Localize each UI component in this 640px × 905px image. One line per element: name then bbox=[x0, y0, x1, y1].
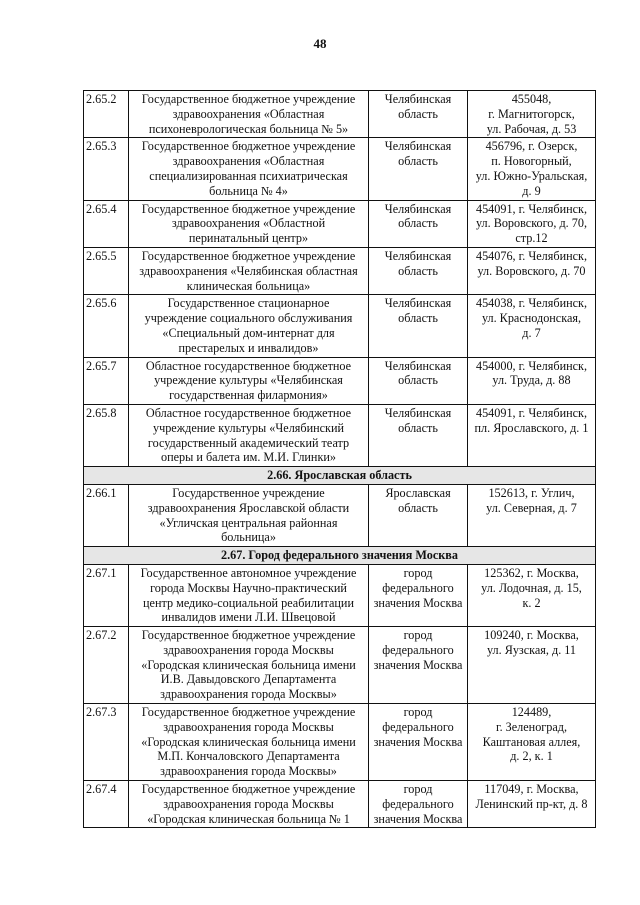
postal-address bbox=[468, 484, 596, 546]
institution-name-line: инвалидов имени Л.И. Швецовой bbox=[161, 610, 336, 625]
table-row bbox=[84, 138, 596, 200]
postal-address-line: 454091, г. Челябинск, bbox=[475, 405, 587, 420]
postal-address bbox=[468, 247, 596, 294]
institution-name-line: Государственное бюджетное учреждение bbox=[141, 248, 356, 263]
region-name-line: Челябинская bbox=[384, 201, 452, 216]
entry-number: 2.65.5 bbox=[84, 247, 129, 294]
region-name bbox=[369, 247, 468, 294]
page-number: 48 bbox=[313, 36, 327, 51]
postal-address-line: 109240, г. Москва, bbox=[484, 628, 579, 643]
institution-name bbox=[129, 138, 369, 200]
postal-address bbox=[468, 357, 596, 404]
region-name-line: область bbox=[398, 420, 438, 435]
institution-name-line: здравоохранения города Москвы bbox=[163, 796, 334, 811]
postal-address bbox=[468, 200, 596, 247]
table-row bbox=[84, 91, 596, 138]
institution-name-line: престарелых и инвалидов» bbox=[178, 340, 319, 355]
postal-address bbox=[468, 781, 596, 828]
institution-name-line: здравоохранения города Москвы» bbox=[160, 687, 337, 702]
table-row bbox=[84, 200, 596, 247]
institution-name-line: «Городская клиническая больница имени bbox=[141, 657, 356, 672]
region-name bbox=[369, 91, 468, 138]
section-header-row bbox=[84, 547, 596, 565]
postal-address bbox=[468, 704, 596, 781]
region-name-line: Челябинская bbox=[384, 405, 452, 420]
region-name bbox=[369, 200, 468, 247]
region-name-line: город bbox=[403, 705, 433, 720]
region-name-line: Челябинская bbox=[384, 358, 452, 373]
table-row bbox=[84, 704, 596, 781]
institution-name-line: клиническая больница» bbox=[186, 278, 311, 293]
postal-address-line: д. 9 bbox=[522, 183, 541, 198]
institution-name bbox=[129, 781, 369, 828]
institution-name-line: «Городская клиническая больница имени bbox=[141, 734, 356, 749]
postal-address-line: пл. Ярославского, д. 1 bbox=[474, 420, 589, 435]
postal-address bbox=[468, 91, 596, 138]
postal-address-line: ул. Лодочная, д. 15, bbox=[481, 580, 582, 595]
institution-name-line: учреждение социального обслуживания bbox=[144, 311, 353, 326]
region-name-line: область bbox=[398, 373, 438, 388]
postal-address-line: Каштановая аллея, bbox=[482, 734, 581, 749]
table-row bbox=[84, 295, 596, 357]
institution-name-line: Государственное бюджетное учреждение bbox=[141, 705, 356, 720]
institutions-table bbox=[83, 90, 596, 828]
postal-address-line: ул. Воровского, д. 70, bbox=[475, 216, 588, 231]
entry-number: 2.65.3 bbox=[84, 138, 129, 200]
table-row bbox=[84, 247, 596, 294]
institution-name-line: учреждение культуры «Челябинская bbox=[154, 373, 343, 388]
institution-name-line: здравоохранения «Областной bbox=[171, 216, 326, 231]
institution-name bbox=[129, 200, 369, 247]
region-name-line: значения Москва bbox=[373, 595, 463, 610]
postal-address-line: Ленинский пр-кт, д. 8 bbox=[475, 796, 588, 811]
table-row bbox=[84, 564, 596, 626]
table-row bbox=[84, 357, 596, 404]
region-name-line: область bbox=[398, 263, 438, 278]
institution-name-line: психоневрологическая больница № 5» bbox=[148, 121, 349, 136]
entry-number: 2.65.8 bbox=[84, 404, 129, 466]
region-name-line: Челябинская bbox=[384, 92, 452, 106]
section-title: 2.66. Ярославская область bbox=[84, 467, 596, 485]
postal-address-line: 454000, г. Челябинск, bbox=[475, 358, 587, 373]
entry-number: 2.67.4 bbox=[84, 781, 129, 828]
region-name bbox=[369, 295, 468, 357]
table-row bbox=[84, 484, 596, 546]
postal-address-line: 454038, г. Челябинск, bbox=[475, 296, 587, 311]
institution-name-line: Государственное бюджетное учреждение bbox=[141, 782, 356, 797]
postal-address bbox=[468, 295, 596, 357]
institution-name-line: центр медико-социальной реабилитации bbox=[143, 595, 354, 610]
postal-address-line: 152613, г. Углич, bbox=[488, 485, 575, 500]
institution-name-line: Областное государственное бюджетное bbox=[145, 405, 352, 420]
region-name-line: Челябинская bbox=[384, 296, 452, 311]
institution-name-line: «Городская клиническая больница № 1 bbox=[147, 811, 350, 826]
region-name-line: федерального bbox=[382, 719, 454, 734]
institution-name-line: Государственное бюджетное учреждение bbox=[141, 628, 356, 643]
institution-name-line: М.П. Кончаловского Департамента bbox=[157, 749, 340, 764]
institution-name-line: Областное государственное бюджетное bbox=[145, 358, 352, 373]
institution-name-line: здравоохранения «Челябинская областная bbox=[139, 263, 358, 278]
postal-address-line: ул. Яузская, д. 11 bbox=[486, 642, 577, 657]
postal-address-line: 124489, bbox=[511, 705, 552, 720]
entry-number: 2.65.7 bbox=[84, 357, 129, 404]
entry-number: 2.66.1 bbox=[84, 484, 129, 546]
institution-name-line: оперы и балета им. М.И. Глинки» bbox=[161, 450, 336, 465]
institution-name-line: Государственное стационарное bbox=[167, 296, 330, 311]
postal-address bbox=[468, 564, 596, 626]
postal-address-line: ул. Труда, д. 88 bbox=[492, 373, 571, 388]
region-name-line: федерального bbox=[382, 642, 454, 657]
entry-number: 2.65.2 bbox=[84, 91, 129, 138]
institution-name bbox=[129, 247, 369, 294]
postal-address-line: п. Новогорный, bbox=[491, 154, 572, 169]
postal-address-line: г. Зеленоград, bbox=[495, 719, 568, 734]
region-name bbox=[369, 404, 468, 466]
region-name bbox=[369, 138, 468, 200]
table-row bbox=[84, 627, 596, 704]
region-name bbox=[369, 564, 468, 626]
institution-name bbox=[129, 91, 369, 138]
region-name-line: Челябинская bbox=[384, 139, 452, 154]
postal-address bbox=[468, 404, 596, 466]
region-name-line: значения Москва bbox=[373, 734, 463, 749]
region-name bbox=[369, 781, 468, 828]
institution-name-line: больница № 4» bbox=[209, 183, 288, 198]
institution-name-line: учреждение культуры «Челябинский bbox=[152, 420, 345, 435]
table-body bbox=[84, 91, 596, 828]
postal-address-line: 125362, г. Москва, bbox=[484, 565, 579, 580]
institution-name-line: Государственное автономное учреждение bbox=[140, 565, 357, 580]
section-header-row bbox=[84, 467, 596, 485]
institution-name-line: города Москвы Научно-практический bbox=[150, 580, 347, 595]
institution-name bbox=[129, 484, 369, 546]
postal-address-line: стр.12 bbox=[515, 231, 548, 246]
region-name-line: федерального bbox=[382, 580, 454, 595]
institution-name-line: здравоохранения города Москвы bbox=[163, 642, 334, 657]
institution-name bbox=[129, 704, 369, 781]
region-name-line: область bbox=[398, 106, 438, 121]
table-row bbox=[84, 404, 596, 466]
institution-name-line: Государственное бюджетное учреждение bbox=[141, 139, 356, 154]
institution-name-line: государственная филармония» bbox=[169, 388, 328, 403]
postal-address-line: ул. Воровского, д. 70 bbox=[477, 263, 586, 278]
region-name bbox=[369, 357, 468, 404]
postal-address bbox=[468, 138, 596, 200]
institution-name-line: здравоохранения Ярославской области bbox=[147, 500, 350, 515]
institution-name-line: больница» bbox=[221, 530, 276, 545]
postal-address-line: д. 2, к. 1 bbox=[510, 749, 553, 764]
postal-address-line: д. 7 bbox=[522, 325, 541, 340]
institution-name bbox=[129, 357, 369, 404]
region-name-line: город bbox=[403, 565, 433, 580]
postal-address-line: 454091, г. Челябинск, bbox=[475, 201, 587, 216]
institution-name-line: «Угличская центральная районная bbox=[159, 515, 338, 530]
postal-address-line: 454076, г. Челябинск, bbox=[475, 248, 587, 263]
entry-number: 2.65.6 bbox=[84, 295, 129, 357]
postal-address-line: г. Магнитогорск, bbox=[488, 106, 575, 121]
region-name-line: город bbox=[403, 628, 433, 643]
region-name-line: область bbox=[398, 216, 438, 231]
institution-name-line: «Специальный дом-интернат для bbox=[162, 325, 335, 340]
table-row bbox=[84, 781, 596, 828]
postal-address-line: 455048, bbox=[511, 92, 552, 106]
region-name-line: область bbox=[398, 500, 438, 515]
entry-number: 2.65.4 bbox=[84, 200, 129, 247]
institution-name-line: специализированная психиатрическая bbox=[149, 168, 348, 183]
region-name-line: федерального bbox=[382, 796, 454, 811]
region-name-line: Ярославская bbox=[385, 485, 451, 500]
institution-name-line: здравоохранения города Москвы bbox=[163, 719, 334, 734]
region-name-line: область bbox=[398, 154, 438, 169]
postal-address-line: 117049, г. Москва, bbox=[484, 782, 579, 797]
postal-address-line: ул. Краснодонская, bbox=[481, 311, 582, 326]
institution-name bbox=[129, 404, 369, 466]
entry-number: 2.67.2 bbox=[84, 627, 129, 704]
entry-number: 2.67.1 bbox=[84, 564, 129, 626]
region-name-line: значения Москва bbox=[373, 657, 463, 672]
section-title: 2.67. Город федерального значения Москва bbox=[84, 547, 596, 565]
region-name-line: значения Москва bbox=[373, 811, 463, 826]
region-name bbox=[369, 627, 468, 704]
postal-address bbox=[468, 627, 596, 704]
region-name bbox=[369, 484, 468, 546]
institution-name-line: здравоохранения «Областная bbox=[172, 154, 325, 169]
institution-name-line: Государственное учреждение bbox=[172, 485, 325, 500]
region-name-line: область bbox=[398, 311, 438, 326]
postal-address-line: ул. Рабочая, д. 53 bbox=[486, 121, 577, 136]
postal-address-line: ул. Южно-Уральская, bbox=[475, 168, 588, 183]
region-name bbox=[369, 704, 468, 781]
institution-name-line: И.В. Давыдовского Департамента bbox=[160, 672, 337, 687]
region-name-line: город bbox=[403, 782, 433, 797]
postal-address-line: к. 2 bbox=[522, 595, 541, 610]
institution-name bbox=[129, 627, 369, 704]
institution-name-line: Государственное бюджетное учреждение bbox=[141, 201, 356, 216]
region-name-line: Челябинская bbox=[384, 248, 452, 263]
institution-name-line: здравоохранения «Областная bbox=[172, 106, 325, 121]
institution-name-line: государственный академический театр bbox=[147, 435, 350, 450]
institution-name bbox=[129, 295, 369, 357]
institution-name-line: здравоохранения города Москвы» bbox=[160, 764, 337, 779]
institution-name-line: перинатальный центр» bbox=[188, 231, 309, 246]
entry-number: 2.67.3 bbox=[84, 704, 129, 781]
institution-name-line: Государственное бюджетное учреждение bbox=[141, 92, 356, 106]
postal-address-line: 456796, г. Озерск, bbox=[485, 139, 578, 154]
institution-name bbox=[129, 564, 369, 626]
postal-address-line: ул. Северная, д. 7 bbox=[486, 500, 577, 515]
